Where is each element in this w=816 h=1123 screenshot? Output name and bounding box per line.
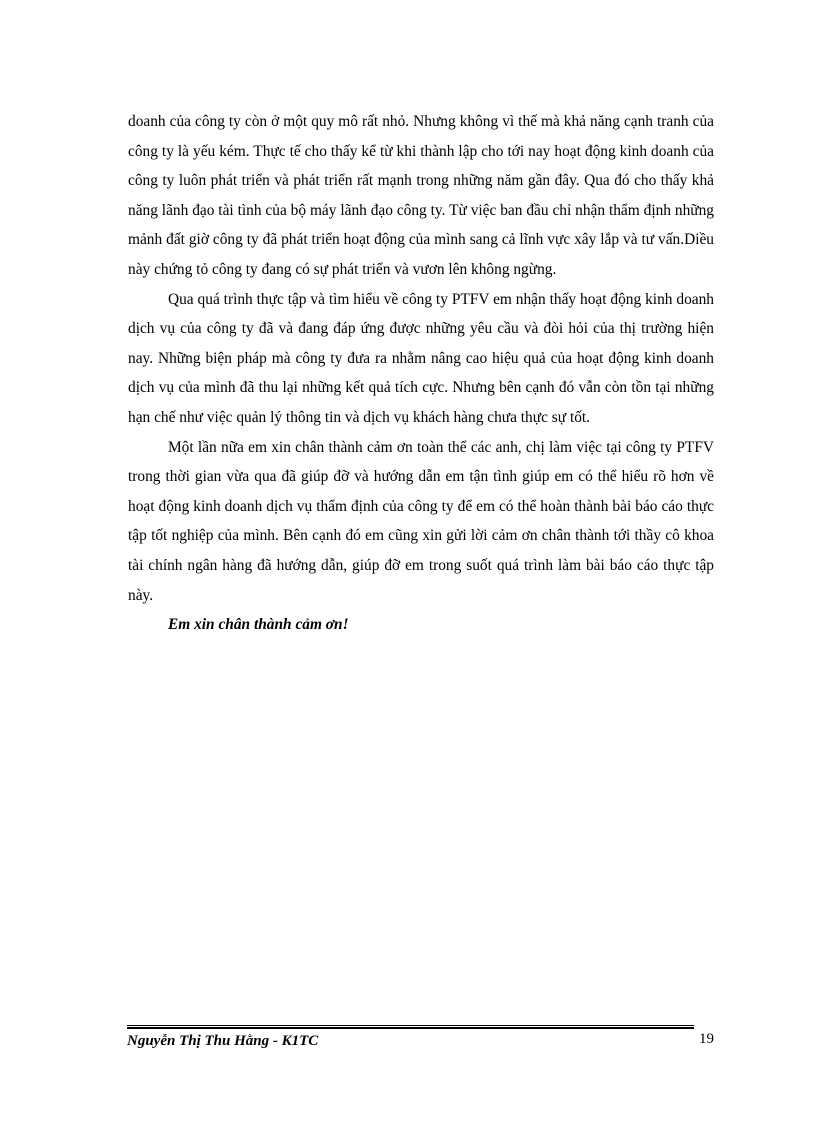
footer-author: Nguyễn Thị Thu Hằng - K1TC bbox=[127, 1033, 319, 1049]
page-body bbox=[128, 107, 714, 640]
body-paragraph: Qua quá trình thực tập và tìm hiểu về công ty PTFV em nhận thấy hoạt động kinh doanh dịch vụ của công ty đã và đang đáp ứng được những yêu cầu và đòi hỏi của thị trường hiện nay. Những biện pháp mà công ty đưa ra nhằm nâng cao hiệu quả của hoạt động kinh doanh dịch vụ của mình đã thu lại những kết quả tích cực. Nhưng bên cạnh đó vẫn còn tồn tại những hạn chế như việc quản lý thông tin và dịch vụ khách hàng chưa thực sự tốt. bbox=[128, 290, 714, 426]
body-paragraph: Một lần nữa em xin chân thành cảm ơn toàn thể các anh, chị làm việc tại công ty PTFV trong thời gian vừa qua đã giúp đỡ và hướng dẫn em tận tình giúp em có thể hiểu rõ hơn về hoạt động kinh doanh dịch vụ thẩm định của công ty để em có thể hoàn thành bài báo cáo thực tập tốt nghiệp của mình. Bên cạnh đó em cũng xin gửi lời cảm ơn chân thành tới thầy cô khoa tài chính ngân hàng đã hướng dẫn, giúp đỡ em trong suốt quá trình làm bài báo cáo thực tập này. bbox=[128, 438, 714, 604]
closing-line: Em xin chân thành cảm ơn! bbox=[168, 616, 349, 634]
body-paragraph: doanh của công ty còn ở một quy mô rất nhỏ. Nhưng không vì thế mà khả năng cạnh tranh của công ty là yếu kém. Thực tế cho thấy kể từ khi thành lập cho tới nay hoạt động kinh doanh của công ty luôn phát triển và phát triển rất mạnh trong những năm gần đây. Qua đó cho thấy khả năng lãnh đạo tài tình của bộ máy lãnh đạo công ty. Từ việc ban đầu chỉ nhận thẩm định những mảnh đất giờ công ty đã phát triển hoạt động của mình sang cả lĩnh vực xây lắp và tư vấn.Diều này chứng tỏ công ty đang có sự phát triển và vươn lên không ngừng. bbox=[128, 113, 714, 278]
page-number: 19 bbox=[699, 1031, 714, 1047]
footer-divider bbox=[127, 1025, 694, 1029]
